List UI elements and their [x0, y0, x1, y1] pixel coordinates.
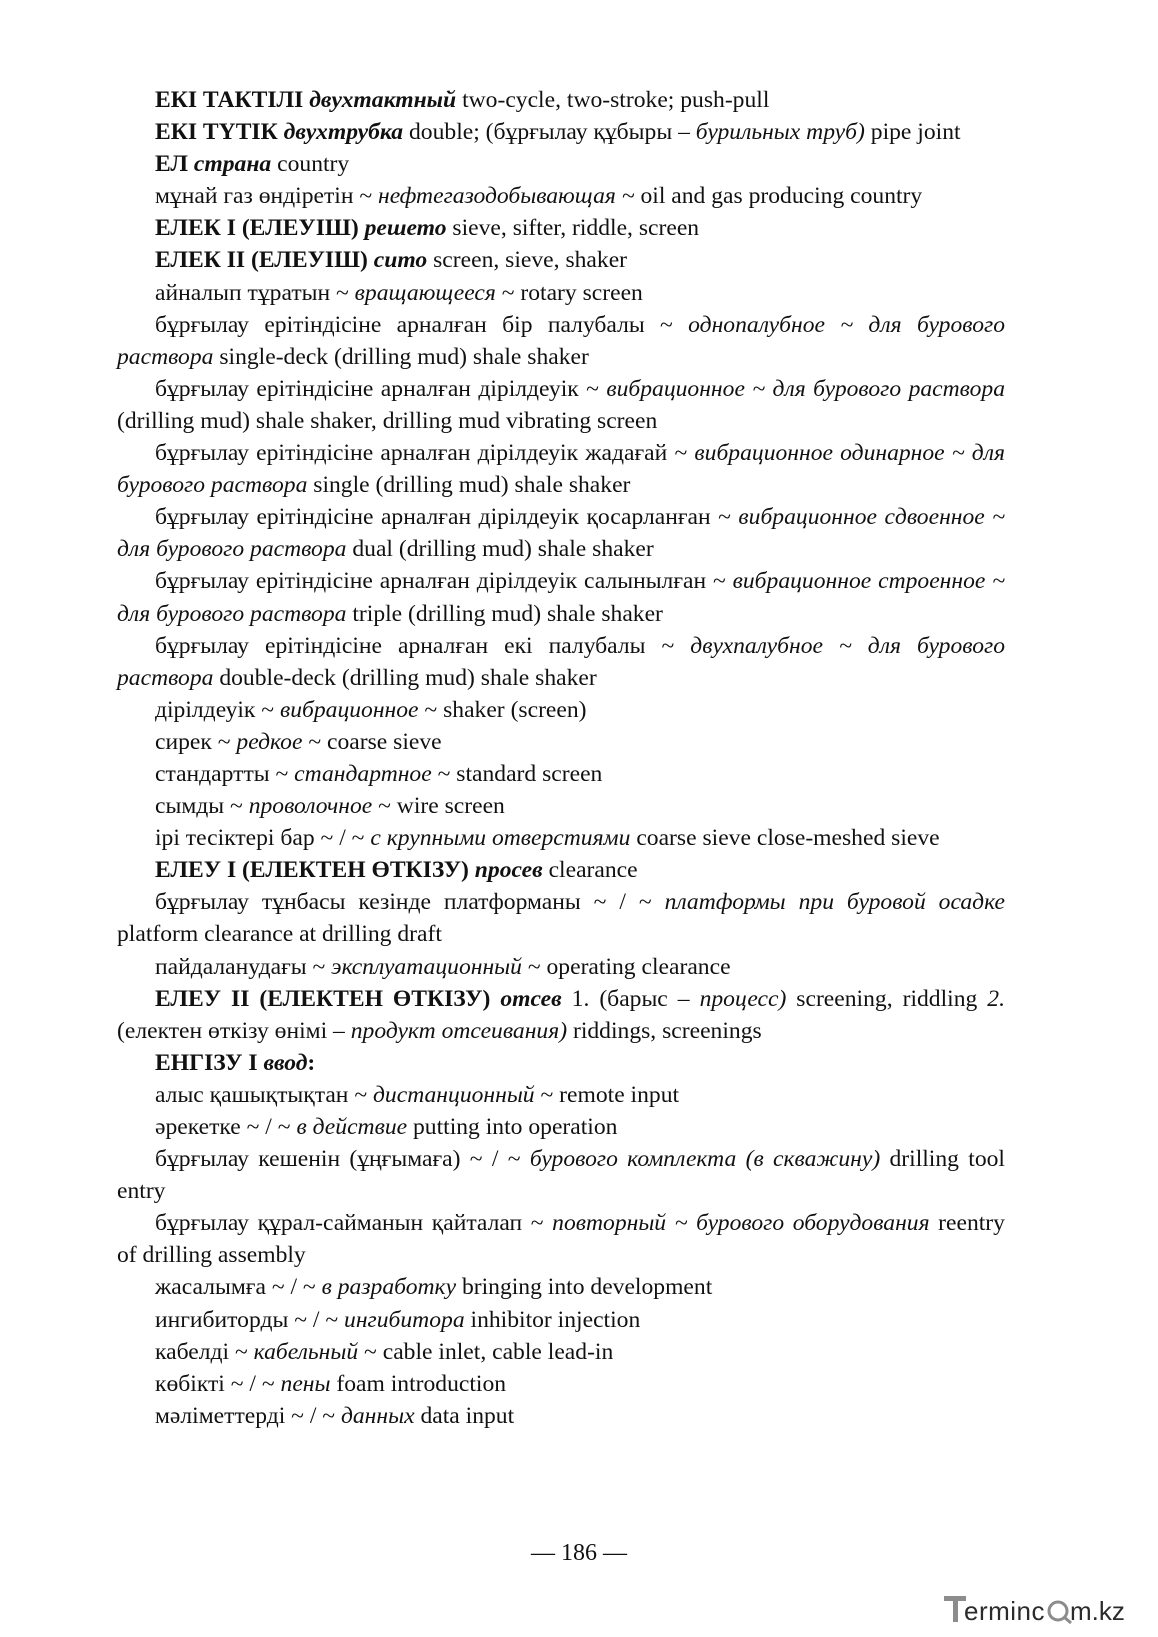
entry-text: сымды ~: [155, 793, 249, 820]
entry-text: two-cycle, two-stroke; push-pull: [456, 87, 770, 113]
page-number: — 186 —: [531, 1540, 627, 1566]
entry-text: жасалымға ~ / ~: [155, 1274, 322, 1301]
entry-text: бұрғылау ерітіндісіне арналған дірілдеуік қосарланған ~: [155, 504, 739, 531]
entry-text: foam introduction: [330, 1370, 507, 1397]
headword: :: [307, 1049, 316, 1076]
dictionary-entry: [117, 1336, 1005, 1368]
russian-translation: дистанционный: [372, 1081, 535, 1108]
entry-text: double-deck (drilling mud) shale shaker: [213, 664, 597, 691]
russian-translation: кабельный: [253, 1338, 359, 1365]
svg-text:m.kz: m.kz: [1070, 1596, 1125, 1626]
entry-text: data input: [414, 1402, 515, 1429]
russian-translation: эксплуатационный: [331, 953, 522, 980]
dictionary-entry: [117, 277, 1005, 309]
entry-text: ~ cable inlet, cable lead-in: [358, 1338, 614, 1365]
entry-text: triple (drilling mud) shale shaker: [346, 600, 663, 627]
russian-translation: проволочное: [248, 793, 373, 820]
russian-translation: с крупными отверстиями: [370, 825, 631, 852]
entry-text: screening, riddling: [786, 985, 988, 1012]
entry-text: ~ remote input: [534, 1081, 680, 1108]
russian-translation: вибрационное ~ для бурового раствора: [606, 375, 1005, 402]
russian-translation: однопалубное ~ для бурового раствора: [117, 311, 1006, 370]
dictionary-entry: [117, 822, 1005, 854]
entry-text: single (drilling mud) shale shaker: [307, 472, 631, 499]
entry-text: (drilling mud) shale shaker, drilling mud vibrating screen: [117, 407, 658, 434]
russian-translation: в действие: [296, 1114, 408, 1140]
termincom-logo-mark: [944, 1590, 1144, 1630]
termincom-logo: [944, 1590, 1144, 1630]
dictionary-entry: [117, 501, 1005, 565]
entry-text: oil and gas producing country: [634, 183, 923, 210]
dictionary-entry: [117, 116, 1005, 148]
entry-text: мұнай газ өндіретін ~: [155, 183, 379, 210]
entry-text: бұрғылау ерітіндісіне арналған дірілдеуік салынылған ~: [155, 568, 733, 595]
russian-headword: отсев: [500, 985, 562, 1012]
dictionary-entry: [117, 1111, 1005, 1143]
russian-translation: нефтегазодобывающая ~: [378, 183, 635, 210]
russian-translation: 2.: [987, 985, 1005, 1012]
entry-text: platform clearance at drilling draft: [117, 921, 442, 948]
entry-text: dual (drilling mud) shale shaker: [346, 536, 654, 563]
russian-headword: сито: [373, 247, 428, 274]
russian-headword: ввод: [263, 1049, 308, 1076]
entry-text: ірі тесіктері бар ~ / ~: [155, 825, 371, 852]
entry-text: drilling tool entry: [117, 1146, 1005, 1205]
entry-text: көбікті ~ / ~: [155, 1370, 281, 1397]
russian-headword: решето: [364, 215, 447, 242]
russian-translation: двухпалубное ~ для бурового раствора: [117, 632, 1005, 691]
entry-text: мәліметтерді ~ / ~: [155, 1402, 341, 1429]
entry-text: сирек ~: [155, 728, 237, 755]
russian-headword: страна: [193, 151, 272, 178]
russian-translation: повторный ~ бурового оборудования: [552, 1210, 930, 1237]
entry-text: айналып тұратын ~: [155, 279, 355, 306]
russian-translation: вибрационное сдвоенное ~ для бурового раствора: [117, 504, 1005, 563]
dictionary-entry: [117, 565, 1005, 629]
entry-text: inhibitor injection: [464, 1306, 641, 1333]
russian-translation: вращающееся: [354, 279, 496, 306]
russian-translation: платформы при буровой осадке: [664, 889, 1005, 916]
dictionary-entry: [117, 84, 1005, 116]
entry-text: ~ operating clearance: [521, 953, 731, 980]
dictionary-entry: [117, 1304, 1005, 1336]
dictionary-entry: [117, 1143, 1005, 1207]
entry-text: sieve, sifter, riddle, screen: [446, 215, 700, 242]
entry-text: бұрғылау ерітіндісіне арналған дірілдеуік ~: [155, 375, 607, 402]
headword: ЕЛЕК І (ЕЛЕУІШ): [155, 215, 365, 242]
dictionary-entry: [117, 758, 1005, 790]
entry-text: screen, sieve, shaker: [427, 247, 628, 274]
entry-text: bringing into development: [456, 1274, 713, 1301]
russian-translation: вибрационное: [279, 696, 419, 723]
entry-text: алыс қашықтықтан ~: [155, 1081, 373, 1108]
entry-text: бұрғылау ерітіндісіне арналған бір палубалы ~: [155, 311, 689, 338]
headword: ЕЛЕУ ІІ (ЕЛЕКТЕН ӨТКІЗУ): [155, 985, 501, 1012]
russian-headword: двухтактный: [309, 87, 457, 113]
russian-headword: просев: [474, 857, 543, 884]
entry-text: бұрғылау тұнбасы кезінде платформаны ~ / ~: [155, 889, 665, 916]
russian-translation: пены: [280, 1370, 331, 1397]
entry-text: ~ coarse sieve: [302, 728, 442, 755]
dictionary-entry: [117, 148, 1005, 180]
entry-text: ~ wire screen: [372, 793, 505, 820]
entry-text: country: [271, 151, 350, 178]
entry-text: coarse sieve close-meshed sieve: [630, 825, 940, 852]
dictionary-entry: [117, 212, 1005, 244]
entry-text: бұрғылау ерітіндісіне арналған дірілдеуік жадағай ~: [155, 440, 695, 467]
entry-text: ~ shaker (screen): [418, 696, 587, 723]
dictionary-entry: [117, 694, 1005, 726]
headword: ЕЛЕК ІІ (ЕЛЕУІШ): [155, 247, 374, 274]
entry-text: putting into operation: [407, 1114, 618, 1140]
dictionary-entry: [117, 1047, 1005, 1079]
russian-translation: данных: [340, 1402, 415, 1429]
entry-text: riddings, screenings: [567, 1017, 762, 1044]
dictionary-entry: [117, 1368, 1005, 1400]
entry-text: дірілдеуік ~: [155, 696, 280, 723]
headword: ЕЛ: [155, 151, 194, 178]
russian-translation: стандартное: [294, 760, 432, 787]
russian-translation: ингибитора: [344, 1306, 465, 1333]
entry-text: кабелді ~: [155, 1338, 254, 1365]
entry-text: пайдаланудағы ~: [155, 953, 332, 980]
svg-text:erminc: erminc: [964, 1596, 1046, 1626]
dictionary-entry: [117, 790, 1005, 822]
dictionary-entry: [117, 437, 1005, 501]
entry-text: әрекетке ~ / ~: [155, 1114, 297, 1140]
entry-text: ~ rotary screen: [495, 279, 643, 306]
dictionary-entry: [117, 1079, 1005, 1111]
dictionary-entry: [117, 244, 1005, 276]
entry-text: (електен өткізу өнімі –: [117, 1017, 351, 1044]
dictionary-entry: [117, 309, 1005, 373]
entry-text: стандартты ~: [155, 760, 295, 787]
entry-text: бұрғылау ерітіндісіне арналған екі палубалы ~: [155, 632, 691, 659]
russian-headword: двухтрубка: [283, 119, 404, 146]
russian-translation: вибрационное строенное ~ для бурового раствора: [117, 568, 1005, 627]
dictionary-entry: [117, 983, 1005, 1047]
headword: ЕКІ ТҮТІК: [155, 119, 284, 146]
dictionary-entry: [117, 951, 1005, 983]
dictionary-entry: [117, 886, 1005, 950]
dictionary-page-body: [117, 84, 1005, 1432]
entry-text: ~ standard screen: [431, 760, 603, 787]
headword: ЕНГІЗУ І: [155, 1049, 264, 1076]
dictionary-entry: [117, 1400, 1005, 1432]
russian-translation: вибрационное одинарное ~ для бурового раствора: [117, 440, 1005, 499]
russian-translation: в разработку: [321, 1274, 457, 1301]
dictionary-entry: [117, 854, 1005, 886]
russian-translation: процесс): [699, 985, 787, 1012]
entry-text: pipe joint: [864, 119, 961, 146]
russian-translation: продукт отсеивания): [350, 1017, 568, 1044]
entry-text: 1. (барыс –: [561, 985, 700, 1012]
dictionary-entry: [117, 726, 1005, 758]
dictionary-entry: [117, 630, 1005, 694]
russian-translation: бурового комплекта (в скважину): [529, 1146, 881, 1173]
entry-text: бұрғылау кешенін (ұңғымаға) ~ / ~: [155, 1146, 530, 1173]
dictionary-entry: [117, 1207, 1005, 1271]
russian-translation: бурильных труб): [695, 119, 865, 146]
russian-translation: редкое: [236, 728, 303, 755]
entry-text: бұрғылау құрал-сайманын қайталап ~: [155, 1210, 553, 1237]
dictionary-entry: [117, 180, 1005, 212]
headword: ЕКІ ТАКТІЛІ: [155, 87, 310, 113]
entry-text: ингибиторды ~ / ~: [155, 1306, 345, 1333]
entry-text: reentry of drilling assembly: [117, 1210, 1005, 1269]
headword: ЕЛЕУ І (ЕЛЕКТЕН ӨТКІЗУ): [155, 857, 475, 884]
dictionary-entry: [117, 373, 1005, 437]
entry-text: clearance: [542, 857, 638, 884]
entry-text: single-deck (drilling mud) shale shaker: [213, 343, 589, 370]
dictionary-entry: [117, 1271, 1005, 1303]
entry-text: double; (бұрғылау құбыры –: [403, 119, 696, 146]
